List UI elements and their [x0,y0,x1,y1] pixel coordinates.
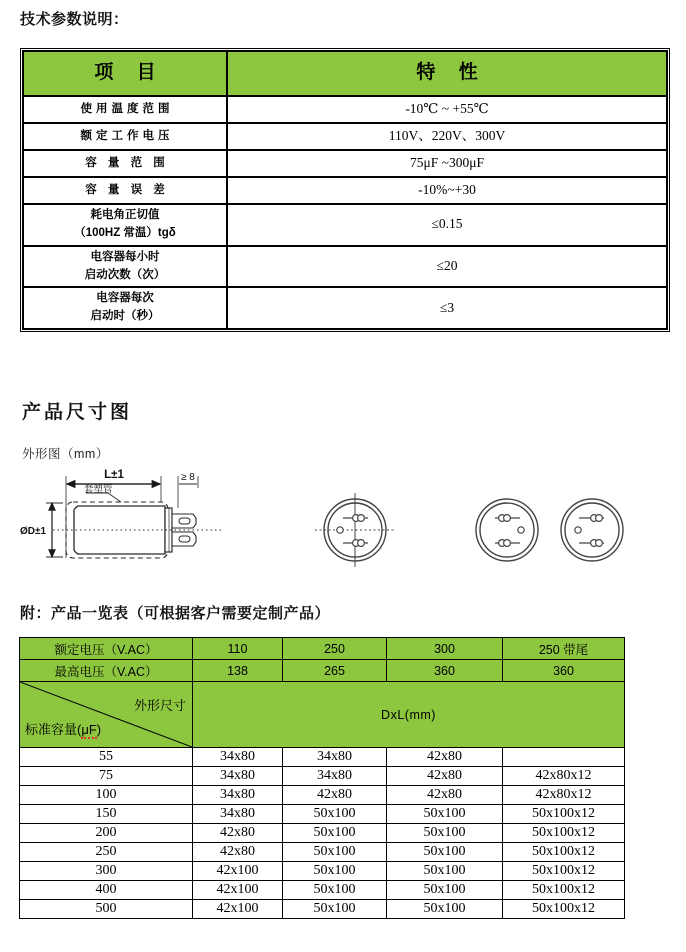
split-header-top-label: 外形尺寸 [133,698,186,713]
list-size-400-110: 42x100 [193,881,283,900]
spec-row-start-duration [23,287,667,329]
list-row-rated-voltage [20,638,625,660]
list-size-75-110: 34x80 [193,767,283,786]
list-capacitance-75: 75 [20,767,193,786]
spec-table-header-row [23,51,667,96]
capacitor-side-view [46,476,223,558]
table-row [20,767,625,786]
list-label-max-voltage: 最高电压（V.AC） [20,660,193,682]
list-size-250-110: 42x80 [193,843,283,862]
capacitor-end-view-1 [315,493,395,567]
list-size-500-110: 42x100 [193,900,283,919]
list-capacitance-200: 200 [20,824,193,843]
list-max-voltage-360: 360 [387,660,503,682]
spec-label-capacitance-range: 容 量 范 围 [23,150,227,177]
dimension-section-heading: 产品尺寸图 [22,402,133,423]
list-size-55-110: 34x80 [193,748,283,767]
list-size-100-300: 42x80 [387,786,503,805]
split-bottom-suffix: ) [96,722,102,737]
capacitor-end-view-3 [561,499,623,561]
label-sleeve: 套塑管 [84,484,113,495]
list-size-150-110: 34x80 [193,805,283,824]
list-rated-voltage-300: 300 [387,638,503,660]
label-lead-clearance: ≥ 8 [181,472,195,483]
list-max-voltage-360b: 360 [503,660,625,682]
spec-table [20,48,670,332]
list-size-200-300: 50x100 [387,824,503,843]
list-section-heading: 附：产品一览表（可根据客户需要定制产品） [20,605,331,622]
capacitor-end-view-2 [476,499,538,561]
split-header-bottom-label [25,719,101,738]
list-size-300-110: 42x100 [193,862,283,881]
list-size-150-250tail: 50x100x12 [503,805,625,824]
list-size-500-250tail: 50x100x12 [503,900,625,919]
split-header-cell [20,682,193,748]
list-size-500-250: 50x100 [283,900,387,919]
spec-value-start-duration: ≤3 [227,287,667,329]
spec-header-item: 项 目 [23,51,227,96]
list-size-400-250: 50x100 [283,881,387,900]
table-row [20,862,625,881]
list-size-55-300: 42x80 [387,748,503,767]
list-max-voltage-138: 138 [193,660,283,682]
spec-row-capacitance-tolerance [23,177,667,204]
spec-value-capacitance-range: 75μF ~300μF [227,150,667,177]
list-capacitance-500: 500 [20,900,193,919]
spec-row-dissipation-factor [23,204,667,246]
spec-label-dissipation-line2: （100HZ 常温）tgδ [74,226,176,239]
list-rated-voltage-250-tail: 250 带尾 [503,638,625,660]
spec-label-starts-line1: 电容器每小时 [90,250,160,263]
spec-label-temperature: 使用温度范围 [23,96,227,123]
label-diameter: ØD±1 [20,526,47,537]
spec-row-temperature [23,96,667,123]
spec-row-capacitance-range [23,150,667,177]
list-row-dxl-header [20,682,625,748]
list-dxl-header: DxL(mm) [193,682,625,748]
spec-label-dissipation-factor [23,204,227,246]
table-row [20,843,625,862]
list-capacitance-250: 250 [20,843,193,862]
spec-row-rated-voltage [23,123,667,150]
table-row [20,748,625,767]
spec-label-dissipation-line1: 耗电角正切值 [90,209,160,222]
list-row-max-voltage [20,660,625,682]
list-size-500-300: 50x100 [387,900,503,919]
list-size-200-250: 50x100 [283,824,387,843]
spec-row-starts-per-hour [23,246,667,288]
list-size-100-250: 42x80 [283,786,387,805]
list-size-300-250: 50x100 [283,862,387,881]
split-bottom-prefix: 标准容量( [25,722,82,737]
list-size-100-250tail: 42x80x12 [503,786,625,805]
list-size-250-250tail: 50x100x12 [503,843,625,862]
list-size-200-250tail: 50x100x12 [503,824,625,843]
spec-label-rated-voltage: 额定工作电压 [23,123,227,150]
spec-label-starts-line2: 启动次数（次） [84,268,166,281]
list-size-200-110: 42x80 [193,824,283,843]
split-bottom-unit: μF [81,722,97,737]
list-size-100-110: 34x80 [193,786,283,805]
list-capacitance-55: 55 [20,748,193,767]
list-capacitance-150: 150 [20,805,193,824]
dimension-caption: 外形图（mm） [22,447,109,461]
list-size-55-250tail [503,748,625,767]
list-size-150-300: 50x100 [387,805,503,824]
list-max-voltage-265: 265 [283,660,387,682]
spec-label-capacitance-tolerance: 容 量 误 差 [23,177,227,204]
list-label-rated-voltage: 额定电压（V.AC） [20,638,193,660]
spec-label-start-duration [23,287,227,329]
list-rated-voltage-110: 110 [193,638,283,660]
spec-value-starts-per-hour: ≤20 [227,246,667,288]
spec-header-characteristic: 特 性 [227,51,667,96]
product-list-table [19,637,625,919]
capacitor-dimension-drawing [18,462,648,572]
table-row [20,805,625,824]
list-size-150-250: 50x100 [283,805,387,824]
list-size-75-300: 42x80 [387,767,503,786]
spec-value-capacitance-tolerance: -10%~+30 [227,177,667,204]
list-size-300-300: 50x100 [387,862,503,881]
spec-value-dissipation-factor: ≤0.15 [227,204,667,246]
spec-value-temperature: -10℃ ~ +55℃ [227,96,667,123]
list-capacitance-100: 100 [20,786,193,805]
label-length: L±1 [104,469,124,481]
spec-section-heading: 技术参数说明： [20,11,129,28]
list-size-250-250: 50x100 [283,843,387,862]
list-rated-voltage-250: 250 [283,638,387,660]
spec-label-starts-per-hour [23,246,227,288]
table-row [20,900,625,919]
spec-label-duration-line2: 启动时（秒） [90,310,160,323]
table-row [20,786,625,805]
list-size-300-250tail: 50x100x12 [503,862,625,881]
list-size-400-300: 50x100 [387,881,503,900]
table-row [20,881,625,900]
list-size-250-300: 50x100 [387,843,503,862]
spec-value-rated-voltage: 110V、220V、300V [227,123,667,150]
list-capacitance-400: 400 [20,881,193,900]
table-row [20,824,625,843]
spec-label-duration-line1: 电容器每次 [96,292,154,305]
list-size-400-250tail: 50x100x12 [503,881,625,900]
list-capacitance-300: 300 [20,862,193,881]
list-size-75-250: 34x80 [283,767,387,786]
list-size-55-250: 34x80 [283,748,387,767]
list-size-75-250tail: 42x80x12 [503,767,625,786]
